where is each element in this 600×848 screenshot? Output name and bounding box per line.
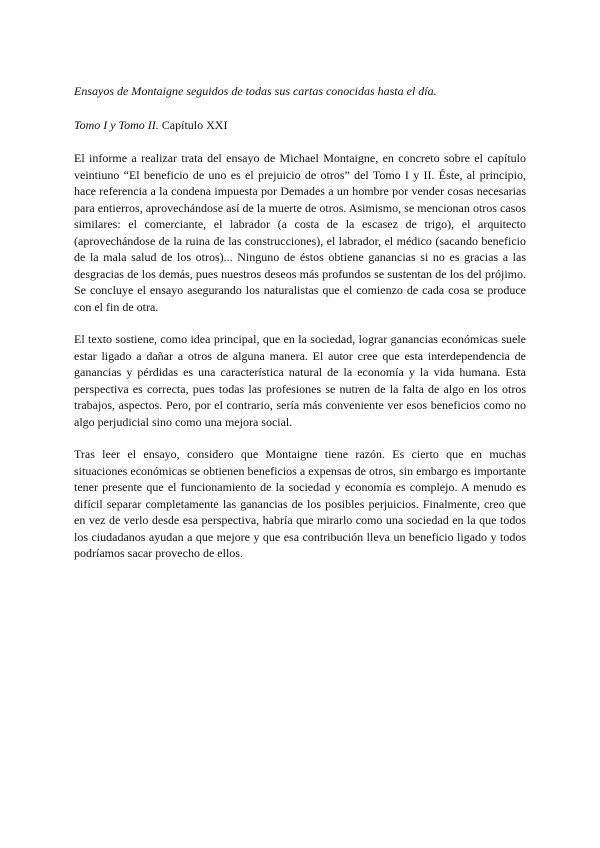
paragraph-main-idea: El texto sostiene, como idea principal, que en la sociedad, lograr ganancias económicas suele estar ligado a dañar a otros de alguna manera. El autor cree que esta interdependencia de ganancias y pérdidas es una característica natural de la economía y la vida humana. Esta perspectiva es correcta, pues todas las profesiones se nutren de la falta de algo en los otros trabajos, aspectos. Pero, por el contrario, sería más conveniente ver esos beneficios como no algo perjudicial sino como una mejora social. [74, 332, 526, 429]
subtitle-volumes: Tomo I y Tomo II. [74, 118, 159, 132]
document-body [74, 82, 526, 562]
document-title: Ensayos de Montaigne seguidos de todas sus cartas conocidas hasta el día. [74, 84, 437, 98]
subtitle-chapter: Capítulo XXI [158, 118, 228, 132]
document-subtitle [74, 116, 526, 134]
paragraph-summary: El informe a realizar trata del ensayo de Michael Montaigne, en concreto sobre el capítulo veintiuno “El beneficio de uno es el prejuicio de otros” del Tomo I y II. Éste, al principio, hace referencia a la condena impuesta por Demades a un hombre por vender cosas necesarias para entierros, aprovechándose así de la muerte de otros. Asimismo, se mencionan otros casos similares: el comerciante, el labrador (a costa de la escasez de trigo), el arquitecto (aprovechándose de la ruina de las construcciones), el labrador, el médico (sacando beneficio de la mala salud de los otros)... Ninguno de éstos obtiene ganancias si no es gracias a las desgracias de los demás, pues nuestros deseos más profundos se sustentan de los del prójimo. Se concluye el ensayo asegurando los naturalistas que el comienzo de cada cosa se produce con el fin de otra. [74, 151, 526, 314]
paragraph-opinion: Tras leer el ensayo, considero que Montaigne tiene razón. Es cierto que en muchas situaciones económicas se obtienen beneficios a expensas de otros, sin embargo es importante tener presente que el funcionamiento de la sociedad y economía es complejo. A menudo es difícil separar completamente las ganancias de los posibles perjuicios. Finalmente, creo que en vez de verlo desde esa perspectiva, habría que mirarlo como una sociedad en la que todos los ciudadanos ayudan a que mejore y que esa contribución lleva un beneficio ligado y todos podríamos sacar provecho de ellos. [74, 447, 526, 560]
